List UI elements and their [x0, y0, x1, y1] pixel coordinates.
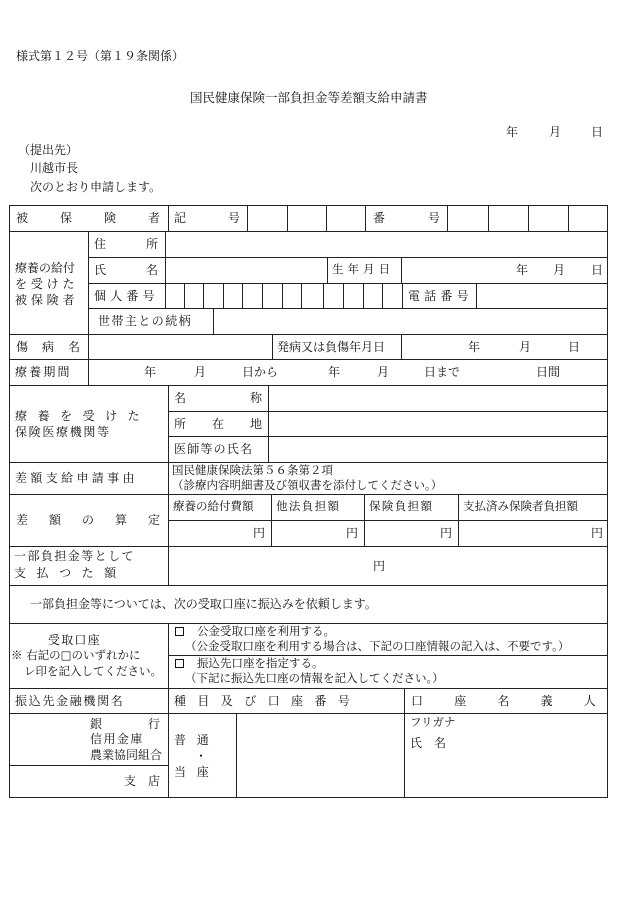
form-number: 様式第１２号（第１９条関係）	[16, 49, 185, 63]
date-day[interactable]: 日	[591, 125, 604, 139]
address-label: 住 所	[94, 237, 158, 251]
injury-label: 傷 病 名	[16, 340, 80, 354]
birthdate-label: 生年月日	[332, 262, 395, 276]
bank-type-bank[interactable]: 銀 行	[90, 717, 160, 731]
option2-label: 振込先口座を指定する。	[197, 656, 324, 670]
account-note-2: レ印を記入してください。	[24, 664, 162, 678]
option2-note: （下記に振込先口座の情報を記入してください。）	[185, 671, 444, 685]
partial-label-2: 支 払 つ た 額	[14, 566, 120, 580]
form-title: 国民健康保険一部負担金等差額支給申請書	[190, 90, 428, 105]
calc-unit-4[interactable]: 円	[591, 526, 604, 540]
onset-label: 発病又は負傷年月日	[277, 340, 386, 354]
birth-month[interactable]: 月	[553, 263, 566, 277]
holder-name-label: 氏 名	[410, 736, 447, 750]
onset-year[interactable]: 年	[468, 340, 481, 354]
insured-label: 被 保 険 者	[16, 211, 160, 225]
period-to-day[interactable]: 日まで	[424, 365, 461, 379]
recipient-label-2: を 受 け た	[15, 277, 75, 291]
account-type-futsu[interactable]: 普通	[174, 733, 220, 747]
calc-label: 差 額 の 算 定	[16, 513, 160, 527]
period-label: 療養期間	[15, 365, 72, 379]
calc-unit-2[interactable]: 円	[346, 526, 359, 540]
relation-label: 世帯主との続柄	[98, 314, 193, 328]
bango-label: 番 号	[373, 211, 440, 225]
option1-label: 公金受取口座を利用する。	[197, 624, 335, 638]
calc-unit-3[interactable]: 円	[440, 526, 453, 540]
phone-label: 電話番号	[408, 289, 473, 303]
period-to-month[interactable]: 月	[377, 365, 390, 379]
account-note-1: ※ 右記の□のいずれかに	[11, 648, 141, 662]
account-label: 受取口座	[48, 633, 101, 647]
period-from-day[interactable]: 日から	[242, 365, 279, 379]
reason-line2: （診療内容明細書及び領収書を添付してください。）	[172, 478, 443, 492]
name-label: 氏 名	[94, 263, 158, 277]
bank-institution-label: 振込先金融機関名	[15, 694, 125, 708]
birth-year[interactable]: 年	[516, 263, 529, 277]
personal-number-label: 個人番号	[94, 289, 159, 303]
account-type-dot: ・	[195, 749, 208, 763]
date-month[interactable]: 月	[549, 125, 562, 139]
calc-unit-1[interactable]: 円	[253, 526, 266, 540]
branch-label: 支 店	[124, 774, 160, 788]
calc-header-1: 療養の給付費額	[173, 499, 254, 513]
calc-header-3: 保険負担額	[369, 499, 434, 513]
bank-type-credit[interactable]: 信用金庫	[90, 732, 144, 746]
option1-note: （公金受取口座を利用する場合は、下記の口座情報の記入は、不要です。）	[185, 639, 570, 653]
public-account-checkbox[interactable]	[175, 627, 184, 636]
period-days[interactable]: 日間	[536, 365, 561, 379]
doctor-label: 医師等の氏名	[174, 442, 254, 456]
period-to-year[interactable]: 年	[328, 365, 341, 379]
recipient-label-1: 療養の給付	[15, 261, 76, 275]
partial-unit[interactable]: 円	[373, 559, 386, 573]
recipient: 川越市長	[30, 161, 79, 175]
onset-month[interactable]: 月	[519, 340, 532, 354]
kigo-label: 記 号	[174, 211, 240, 225]
period-from-month[interactable]: 月	[194, 365, 207, 379]
institution-location-label: 所 在 地	[174, 417, 262, 431]
recipient-label-3: 被 保 険 者	[15, 293, 75, 307]
account-type-toza[interactable]: 当座	[174, 765, 220, 779]
intro-text: 次のとおり申請します。	[30, 180, 162, 194]
period-from-year[interactable]: 年	[144, 365, 157, 379]
institution-label-1: 療 養 を 受 け た	[15, 409, 144, 423]
furigana-label: フリガナ	[410, 715, 456, 729]
bank-holder-label: 口座名義人	[411, 694, 628, 708]
bank-type-number-label: 種目及び口座番号	[174, 694, 362, 708]
institution-label-2: 保険医療機関等	[15, 425, 111, 439]
onset-day[interactable]: 日	[568, 340, 581, 354]
bank-type-agri[interactable]: 農業協同組合	[90, 748, 163, 762]
reason-label: 差額支給申請事由	[15, 471, 138, 485]
date-year[interactable]: 年	[506, 125, 519, 139]
calc-header-4: 支払済み保険者負担額	[463, 499, 578, 513]
specified-account-checkbox[interactable]	[175, 659, 184, 668]
transfer-note: 一部負担金等については、次の受取口座に振込みを依頼します。	[30, 597, 377, 611]
partial-label-1: 一部負担金等として	[14, 549, 135, 563]
calc-header-2: 他法負担額	[276, 499, 341, 513]
institution-name-label: 名 称	[174, 391, 262, 405]
reason-line1: 国民健康保険法第５６条第２項	[172, 463, 333, 477]
submit-to: （提出先）	[18, 143, 79, 157]
birth-day[interactable]: 日	[591, 263, 604, 277]
